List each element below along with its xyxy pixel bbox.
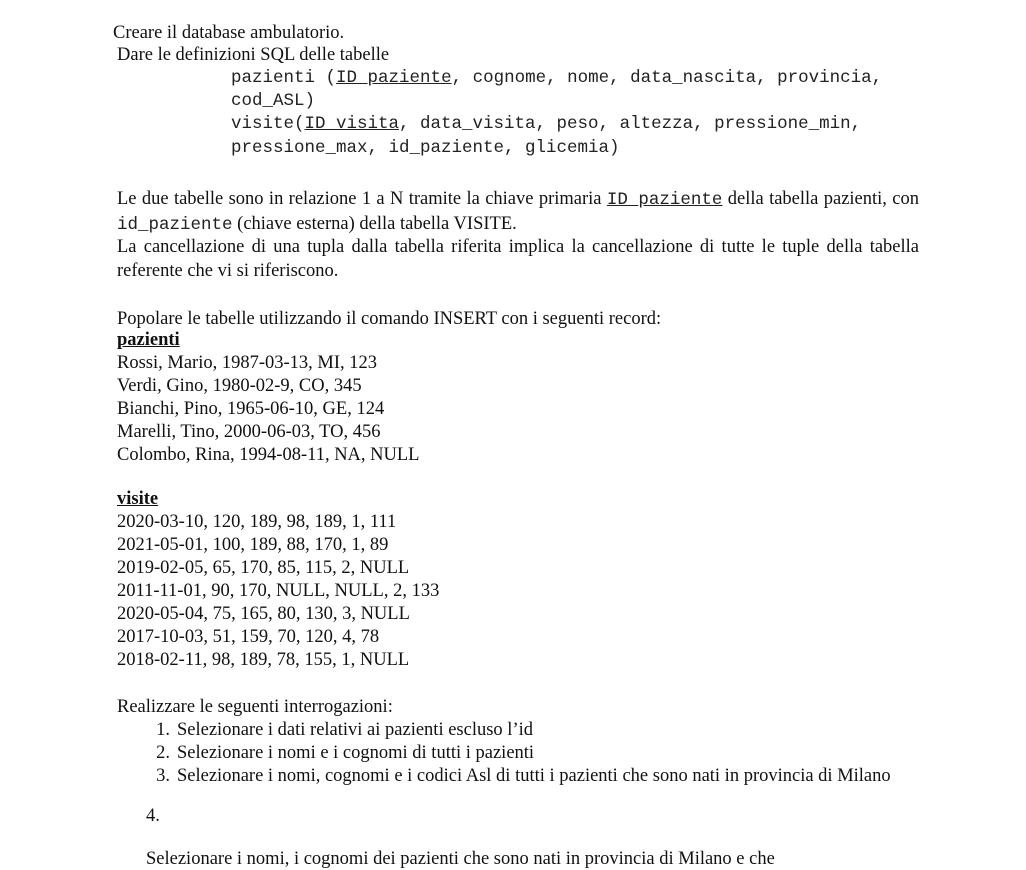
relation-text-c: (chiave esterna) della tabella VISITE.: [232, 213, 517, 234]
populate-instruction: Popolare le tabelle utilizzando il comando INSERT con i seguenti record:: [117, 309, 662, 329]
pazienti-heading: pazienti: [117, 330, 180, 350]
relation-primary-key: ID_paziente: [606, 190, 723, 210]
schema-pazienti-open: (: [325, 68, 337, 88]
schema-pazienti-rest-1: , cognome, nome, data_nascita, provincia,: [451, 68, 883, 88]
query-item: Selezionare i nomi, cognomi e i codici Asl di tutti i pazienti che sono nati in provincia di Milano: [177, 766, 891, 786]
visite-record: 2018-02-11, 98, 189, 78, 155, 1, NULL: [117, 650, 410, 670]
pazienti-record: Colombo, Rina, 1994-08-11, NA, NULL: [117, 445, 420, 465]
relation-text-a: Le due tabelle sono in relazione 1 a N tramite la chiave primaria: [117, 189, 607, 209]
pazienti-record: Bianchi, Pino, 1965-06-10, GE, 124: [117, 399, 385, 419]
query-number: 1.: [156, 720, 170, 740]
schema-pazienti-line-1: [231, 67, 882, 89]
query-item-cut: [146, 806, 846, 869]
visite-heading: visite: [117, 489, 159, 509]
pazienti-record: Rossi, Mario, 1987-03-13, MI, 123: [117, 353, 378, 373]
visite-record: 2017-10-03, 51, 159, 70, 120, 4, 78: [117, 627, 380, 647]
query-item: Selezionare i dati relativi ai pazienti escluso l’id: [177, 720, 533, 740]
query-item: Selezionare i nomi e i cognomi di tutti i pazienti: [177, 743, 535, 763]
intro-line-2: Dare le definizioni SQL delle tabelle: [117, 45, 390, 65]
queries-heading: Realizzare le seguenti interrogazioni:: [117, 697, 393, 717]
schema-visite-line-1: [231, 113, 861, 135]
query-item-partial: 4. Selezionare i nomi, i cognomi dei pazienti che sono nati in provincia di Milano e che: [146, 806, 775, 869]
schema-pazienti-name: pazienti: [231, 68, 316, 88]
query-number: 3.: [156, 766, 170, 786]
visite-record: 2020-05-04, 75, 165, 80, 130, 3, NULL: [117, 604, 410, 624]
query-number: 2.: [156, 743, 170, 763]
pazienti-record: Verdi, Gino, 1980-02-9, CO, 345: [117, 376, 362, 396]
schema-pazienti-line-2: cod_ASL): [231, 91, 316, 111]
schema-visite-name: visite(: [231, 114, 305, 134]
visite-record: 2019-02-05, 65, 170, 85, 115, 2, NULL: [117, 558, 410, 578]
intro-line-1: Creare il database ambulatorio.: [113, 23, 345, 43]
schema-visite-line-2: pressione_max, id_paziente, glicemia): [231, 138, 620, 158]
visite-record: 2020-03-10, 120, 189, 98, 189, 1, 111: [117, 512, 397, 532]
relation-text-b: della tabella pazienti, con: [722, 189, 919, 209]
relation-foreign-key: id_paziente: [117, 214, 233, 235]
pazienti-record: Marelli, Tino, 2000-06-03, TO, 456: [117, 422, 381, 442]
schema-visite-rest-1: , data_visita, peso, altezza, pressione_min,: [399, 114, 862, 134]
visite-record: 2011-11-01, 90, 170, NULL, NULL, 2, 133: [117, 581, 440, 601]
schema-visite-key: ID_visita: [304, 114, 400, 134]
relation-paragraph-1: [117, 188, 919, 237]
schema-pazienti-key: ID_paziente: [336, 68, 452, 88]
visite-record: 2021-05-01, 100, 189, 88, 170, 1, 89: [117, 535, 389, 555]
relation-paragraph-2: La cancellazione di una tupla dalla tabella riferita implica la cancellazione di tutte le tuple della tabella referente che vi si riferiscono.: [117, 237, 919, 281]
